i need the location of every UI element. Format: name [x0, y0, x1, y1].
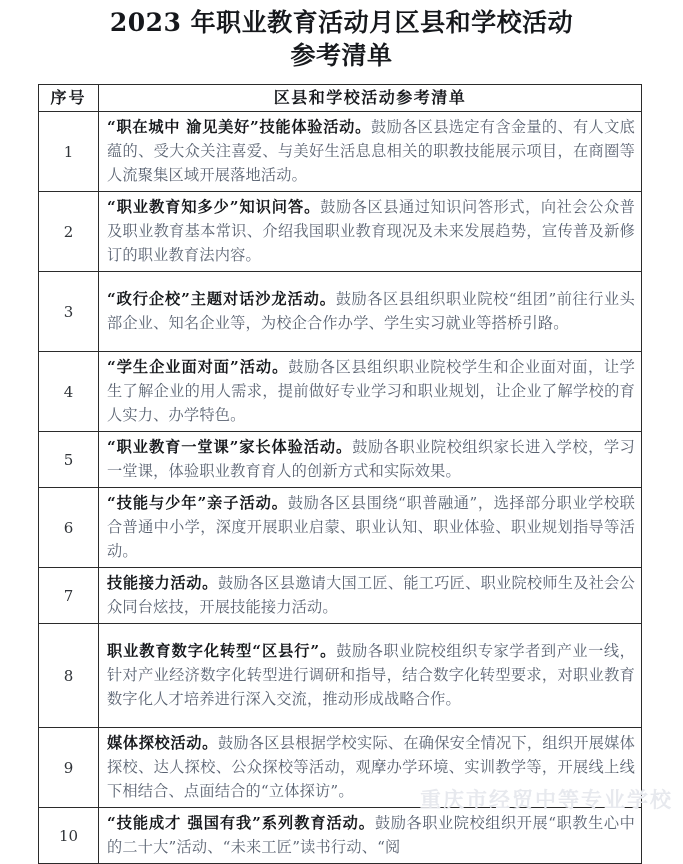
- activity-title: “技能成才 强国有我”系列教育活动。: [107, 814, 375, 832]
- row-content: [99, 568, 642, 624]
- activity-description: 鼓励各区县邀请大国工匠、能工巧匠、职业院校师生及社会公众同台炫技，开展技能接力活动。: [107, 574, 636, 616]
- activity-title: “学生企业面对面”活动。: [107, 358, 289, 376]
- activity-description: 鼓励各职业院校组织家长进入学校，学习一堂课，体验职业教育育人的创新方式和实际效果。: [107, 438, 635, 480]
- table-row: [39, 352, 642, 432]
- activity-description: 鼓励各区县围绕“职普融通”，选择部分职业学校联合普通中小学，深度开展职业启蒙、职业认知、职业体验、职业规划指导等活动。: [107, 494, 635, 560]
- row-index: 8: [39, 624, 99, 728]
- activity-description: 鼓励各区县组织职业院校学生和企业面对面，让学生了解企业的用人需求，提前做好专业学习和职业规划，让企业了解学校的育人实力、办学特色。: [107, 358, 635, 424]
- watermark: 重庆市经贸中等专业学校: [420, 787, 673, 812]
- activity-title: “职业教育一堂课”家长体验活动。: [107, 438, 353, 456]
- row-index: 5: [39, 432, 99, 488]
- table-row: [39, 488, 642, 568]
- activity-description: 鼓励各职业院校组织开展“职教生心中的二十大”活动、“未来工匠”读书行动、“阅: [107, 814, 635, 856]
- table-row: [39, 192, 642, 272]
- activity-list-table: [38, 84, 642, 864]
- page-title-line-1: 2023 年职业教育活动月区县和学校活动: [109, 8, 574, 37]
- activity-title: “政行企校”主题对话沙龙活动。: [107, 290, 336, 308]
- row-content: [99, 352, 642, 432]
- table-row: [39, 272, 642, 352]
- row-index: 9: [39, 728, 99, 808]
- table-row: [39, 568, 642, 624]
- row-index: 4: [39, 352, 99, 432]
- page-title: [44, 0, 639, 72]
- activity-description: 鼓励各区县组织职业院校“组团”前往行业头部企业、知名企业等，为校企合作办学、学生实习就业等搭桥引路。: [107, 290, 635, 332]
- table-row: [39, 624, 642, 728]
- activity-title: 职业教育数字化转型“区县行”。: [107, 642, 337, 660]
- table-row: [39, 432, 642, 488]
- table-header: [39, 85, 642, 112]
- activity-title: 媒体探校活动。: [107, 734, 218, 752]
- row-index: 1: [39, 112, 99, 192]
- table-row: [39, 808, 642, 864]
- table-header-row: [39, 85, 642, 112]
- table-body: [39, 112, 642, 864]
- row-content: [99, 488, 642, 568]
- row-index: 3: [39, 272, 99, 352]
- activity-description: 鼓励各区县根据学校实际、在确保安全情况下，组织开展媒体探校、达人探校、公众探校等活动，观摩办学环境、实训教学等，开展线上线下相结合、点面结合的“立体探访”。: [107, 734, 636, 800]
- row-content: [99, 192, 642, 272]
- activity-title: “职业教育知多少”知识问答。: [107, 198, 321, 216]
- activity-title: 技能接力活动。: [107, 574, 218, 592]
- activity-description: 鼓励各职业院校组织专家学者到产业一线，针对产业经济数字化转型进行调研和指导，结合数字化转型要求，对职业教育数字化人才培养进行深入交流，推动形成战略合作。: [107, 642, 635, 708]
- column-header-content: 区县和学校活动参考清单: [99, 85, 642, 112]
- row-index: 2: [39, 192, 99, 272]
- activity-title: “技能与少年”亲子活动。: [107, 494, 288, 512]
- page-title-line-2: 参考清单: [290, 41, 393, 70]
- row-content: [99, 432, 642, 488]
- activity-description: 鼓励各区县选定有含金量的、有人文底蕴的、受大众关注喜爱、与美好生活息息相关的职教技能展示项目，在商圈等人流聚集区域开展落地活动。: [107, 118, 636, 184]
- row-index: 10: [39, 808, 99, 864]
- row-index: 6: [39, 488, 99, 568]
- row-index: 7: [39, 568, 99, 624]
- table-row: [39, 728, 642, 808]
- column-header-index: 序号: [39, 85, 99, 112]
- row-content: [99, 272, 642, 352]
- activity-title: “职在城中 渝见美好”技能体验活动。: [107, 118, 372, 136]
- activity-description: 鼓励各区县通过知识问答形式，向社会公众普及职业教育基本常识、介绍我国职业教育现况及未来发展趋势，宣传普及新修订的职业教育法内容。: [107, 198, 635, 264]
- row-content: [99, 808, 642, 864]
- row-content: [99, 728, 642, 808]
- row-content: [99, 112, 642, 192]
- table-row: [39, 112, 642, 192]
- row-content: [99, 624, 642, 728]
- activity-list-table-wrap: [38, 84, 641, 864]
